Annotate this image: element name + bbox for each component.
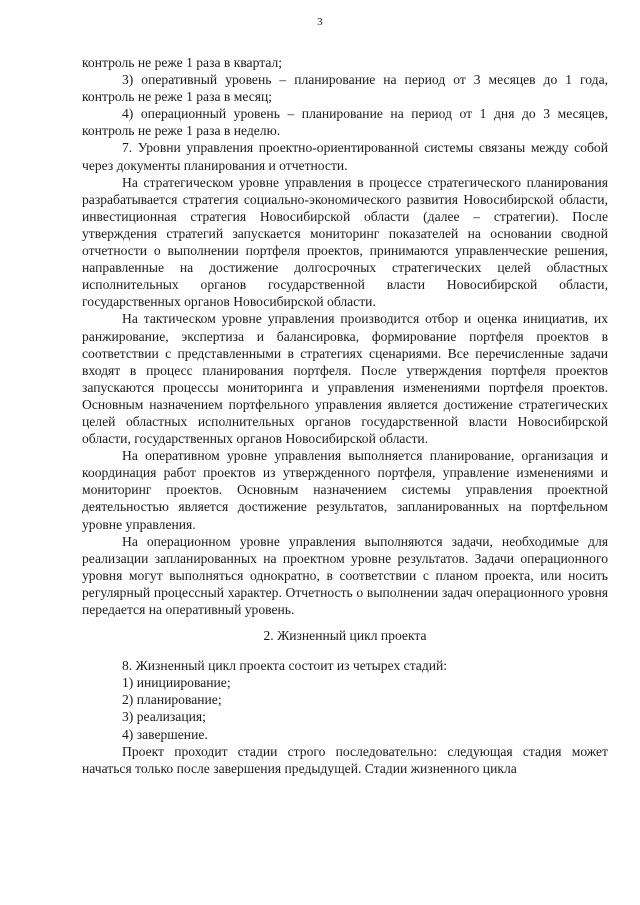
list-item-planning: 2) планирование;: [122, 692, 222, 708]
paragraph-operational-tasks: На операционном уровне управления выполняются задачи, необходимые для реализации запланированных на проектном уровне результатов. Задачи операционного уровня могут выполняться однократно, в соответствии с планом проекта, или носить регулярный процессный характер. Отчетность о выполнении задач операционного уровня передается на оперативный уровень.: [82, 533, 608, 617]
paragraph-item-8: 8. Жизненный цикл проекта состоит из четырех стадий:: [122, 658, 448, 674]
paragraph-stages-sequence: Проект проходит стадии строго последовательно: следующая стадия может начаться только после завершения предыдущей. Стадии жизненного цикла: [82, 743, 608, 776]
paragraph-operations-level: 4) операционный уровень – планирование на период от 1 дня до 3 месяцев, контроль не реже 1 раза в неделю.: [82, 106, 608, 139]
list-item-completion: 4) завершение.: [122, 726, 208, 742]
paragraph-operative-level: На оперативном уровне управления выполняется планирование, организация и координация работ проектов из утвержденного портфеля, управление изменениями и мониторинг проектов. Основным назначением системы управления проектной деятельностью является достижение результатов, запланированных на портфельном уровне управления.: [82, 448, 608, 532]
paragraph-operational-level: 3) оперативный уровень – планирование на период от 3 месяцев до 1 года, контроль не реже 1 раза в месяц;: [82, 72, 608, 105]
paragraph-item-7: 7. Уровни управления проектно-ориентированной системы связаны между собой через документы планирования и отчетности.: [82, 140, 608, 173]
section-heading: 2. Жизненный цикл проекта: [263, 628, 427, 644]
paragraph-tactical-control: контроль не реже 1 раза в квартал;: [82, 55, 283, 70]
document-body: [82, 54, 608, 777]
list-item-initiation: 1) инициирование;: [122, 675, 231, 691]
list-item-implementation: 3) реализация;: [122, 709, 206, 725]
page-number: 3: [317, 16, 323, 28]
paragraph-tactical-level: На тактическом уровне управления производится отбор и оценка инициатив, их ранжирование, экспертиза и балансировка, формирование портфеля проектов в соответствии с представленными в стратегиях сценариями. Все перечисленные задачи входят в процесс планирования портфеля. После утверждения портфеля проектов запускаются процессы мониторинга и управления изменениями портфеля проектов. Основным назначением портфельного управления является достижение стратегических целей областных исполнительных органов государственной власти Новосибирской области, государственных органов Новосибирской области.: [82, 311, 608, 447]
paragraph-strategic-level: На стратегическом уровне управления в процессе стратегического планирования разрабатывается стратегия социально-экономического развития Новосибирской области, инвестиционная стратегия Новосибирской области (далее – стратегии). После утверждения стратегий запускается мониторинг показателей на основании сводной отчетности о выполнении портфеля проектов, принимаются управленческие решения, направленные на достижение долгосрочных стратегических целей областных исполнительных органов государственной власти Новосибирской области, государственных органов Новосибирской области.: [82, 174, 608, 310]
